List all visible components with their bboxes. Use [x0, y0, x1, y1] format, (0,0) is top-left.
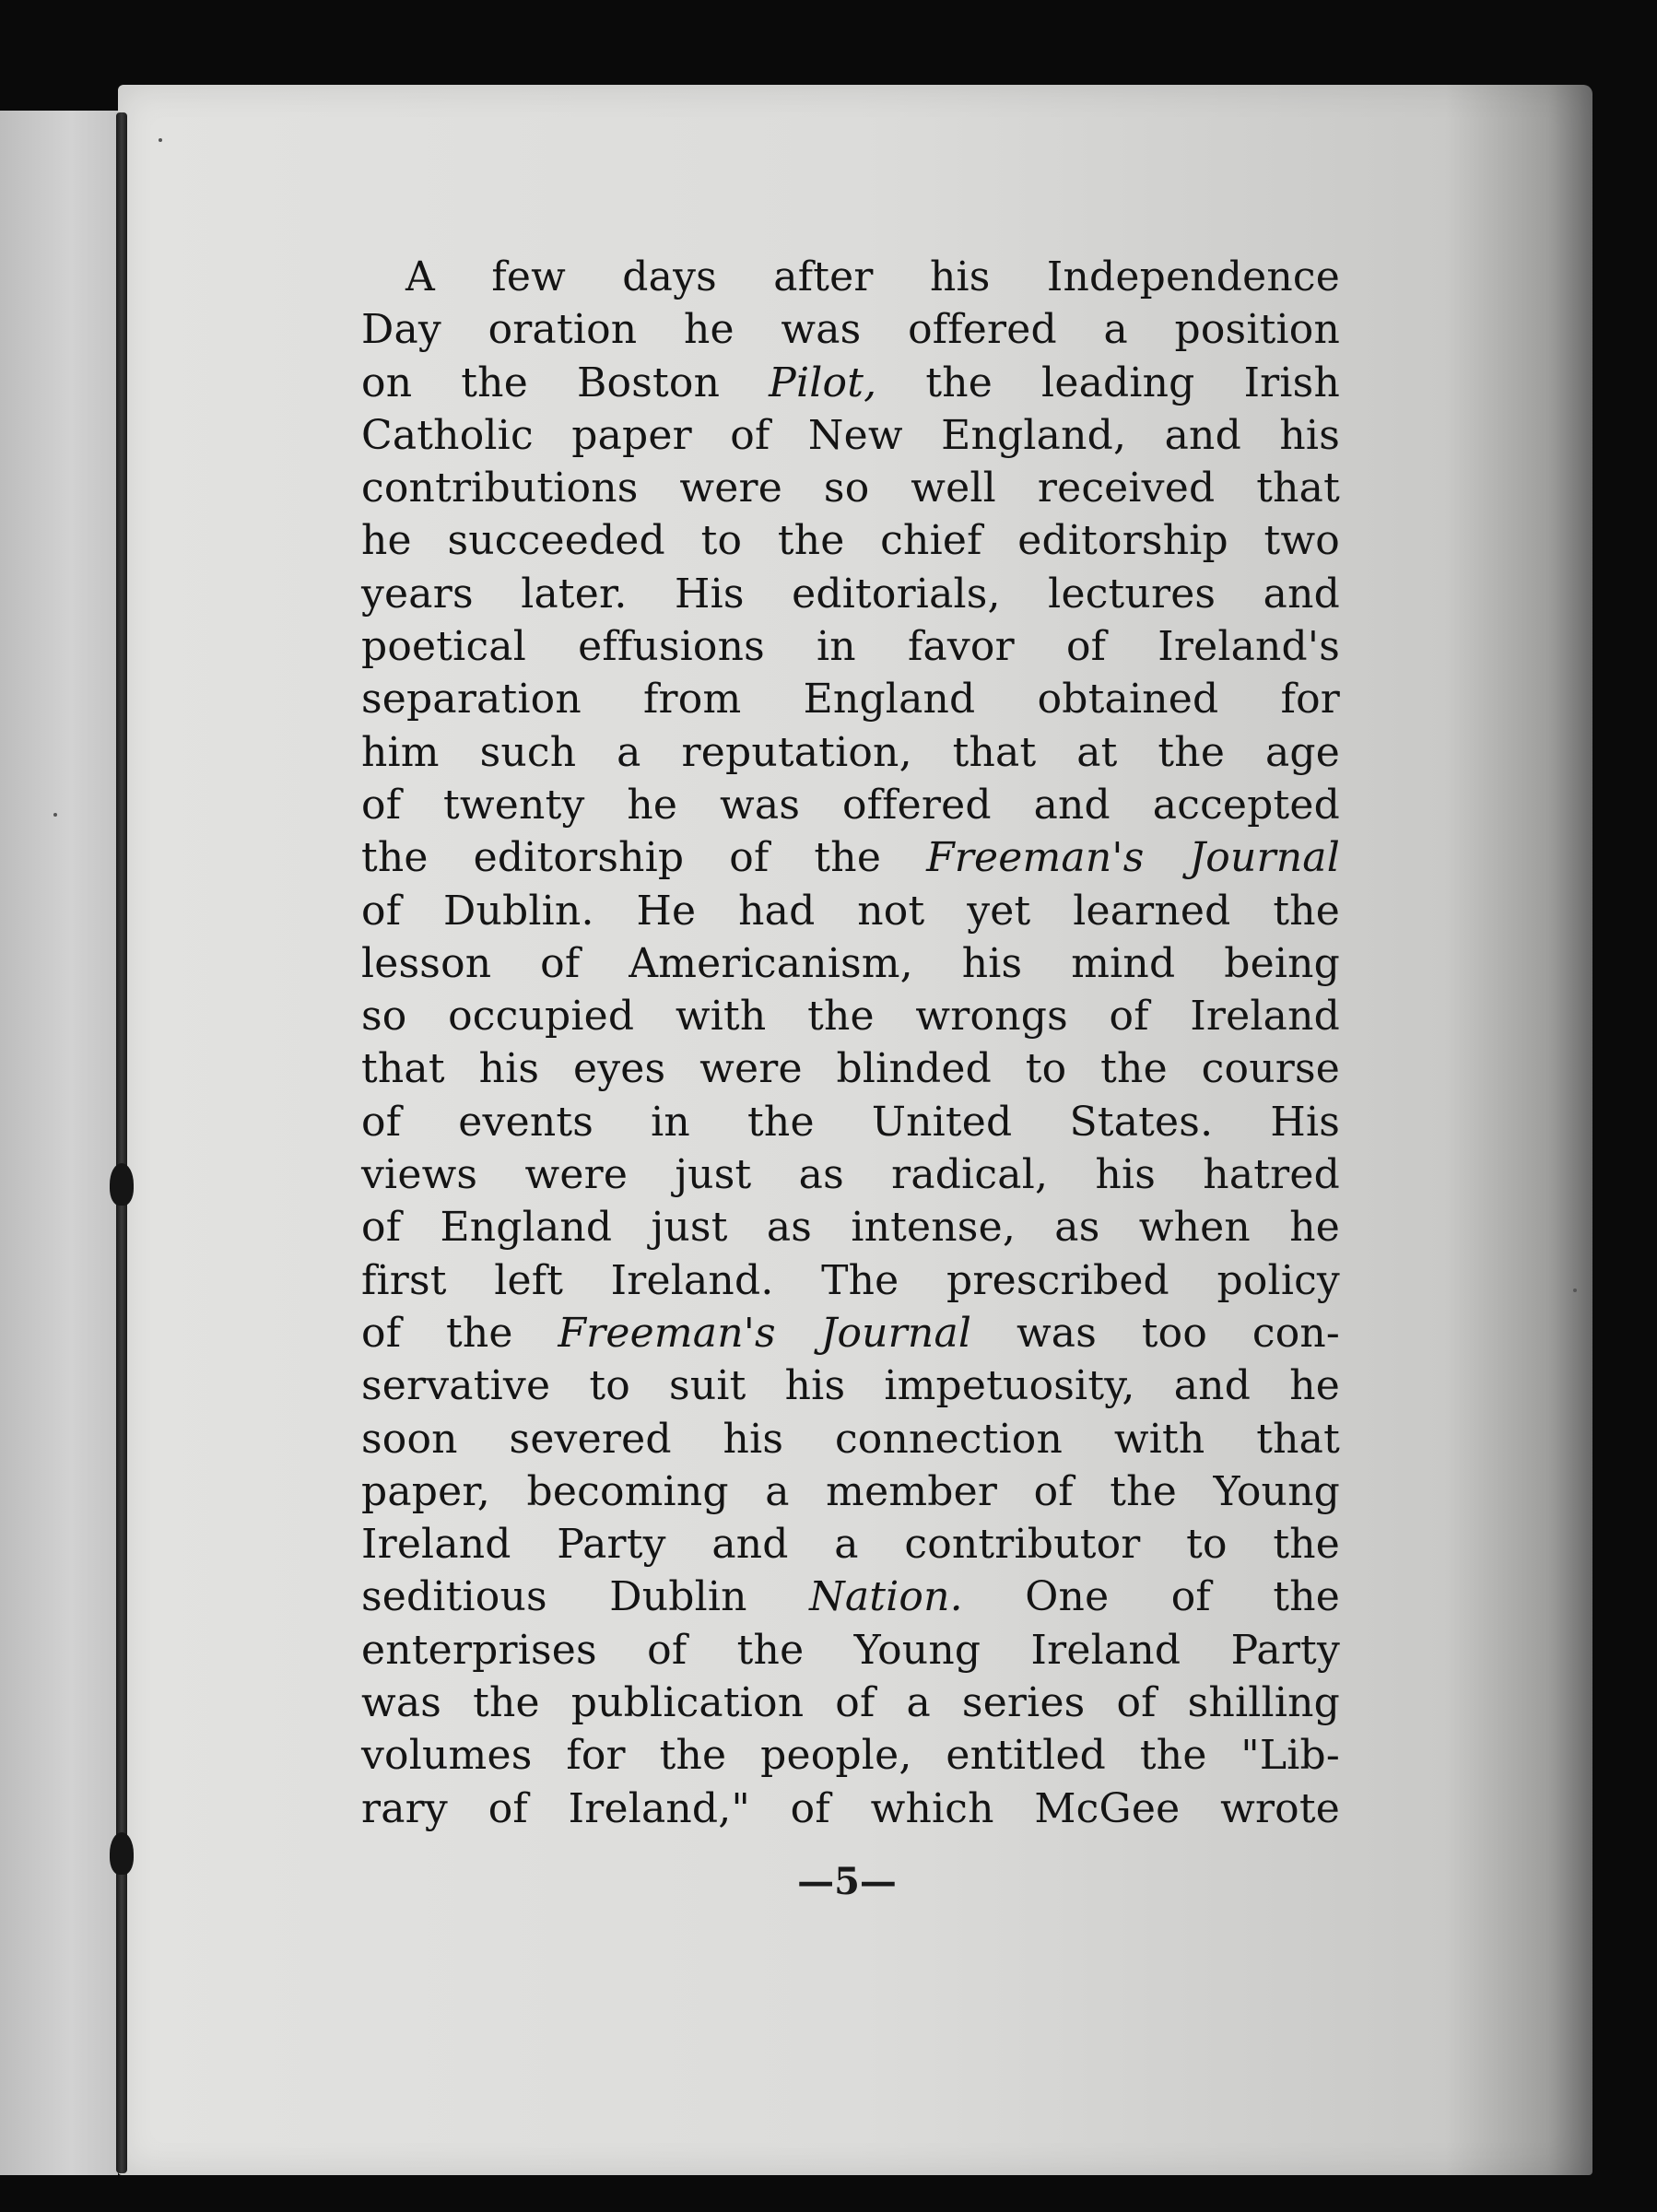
text-line: volumes for the people, entitled the "Lib-	[361, 1732, 1340, 1780]
text-line: was the publication of a series of shilling	[361, 1679, 1340, 1727]
text-line: enterprises of the Young Ireland Party	[361, 1626, 1340, 1674]
text-line: poetical effusions in favor of Ireland's	[361, 623, 1340, 671]
text-line: servative to suit his impetuosity, and he	[361, 1362, 1340, 1410]
body-paragraph	[361, 251, 1340, 1835]
text-line: years later. His editorials, lectures and	[361, 570, 1340, 618]
paper-speck	[1573, 1288, 1577, 1292]
paper-speck	[53, 813, 57, 817]
text-line: separation from England obtained for	[361, 676, 1340, 724]
text-line: of the Freeman's Journal was too con-	[361, 1309, 1340, 1357]
text-line: him such a reputation, that at the age	[361, 728, 1340, 776]
text-line: the editorship of the Freeman's Journal	[361, 834, 1340, 882]
text-line: so occupied with the wrongs of Ireland	[361, 993, 1340, 1041]
text-line: lesson of Americanism, his mind being	[361, 939, 1340, 987]
text-line: first left Ireland. The prescribed policy	[361, 1256, 1340, 1304]
text-line: seditious Dublin Nation. One of the	[361, 1573, 1340, 1621]
text-line: paper, becoming a member of the Young	[361, 1467, 1340, 1515]
italic-title: Nation.	[809, 1573, 963, 1621]
text-line: contributions were so well received that	[361, 465, 1340, 512]
binding-knot-upper	[110, 1163, 134, 1206]
text-line: Ireland Party and a contributor to the	[361, 1521, 1340, 1569]
text-line: of England just as intense, as when he	[361, 1204, 1340, 1252]
text-line: that his eyes were blinded to the course	[361, 1045, 1340, 1093]
text-line: Day oration he was offered a position	[361, 306, 1340, 354]
text-line: of twenty he was offered and accepted	[361, 781, 1340, 829]
text-line: rary of Ireland," of which McGee wrote	[361, 1784, 1340, 1832]
italic-title: Freeman's Journal	[558, 1309, 972, 1357]
text-line: Catholic paper of New England, and his	[361, 411, 1340, 459]
paper-speck	[159, 138, 162, 142]
italic-title: Freeman's Journal	[926, 834, 1340, 882]
text-line: of events in the United States. His	[361, 1098, 1340, 1146]
text-line: he succeeded to the chief editorship two	[361, 517, 1340, 565]
text-line: soon severed his connection with that	[361, 1415, 1340, 1463]
page-number: —5—	[797, 1860, 897, 1903]
text-line: views were just as radical, his hatred	[361, 1151, 1340, 1199]
text-line: of Dublin. He had not yet learned the	[361, 887, 1340, 935]
italic-title: Pilot,	[769, 359, 877, 406]
text-line: on the Boston Pilot, the leading Irish	[361, 359, 1340, 406]
text-line: A few days after his Independence	[405, 253, 1340, 300]
